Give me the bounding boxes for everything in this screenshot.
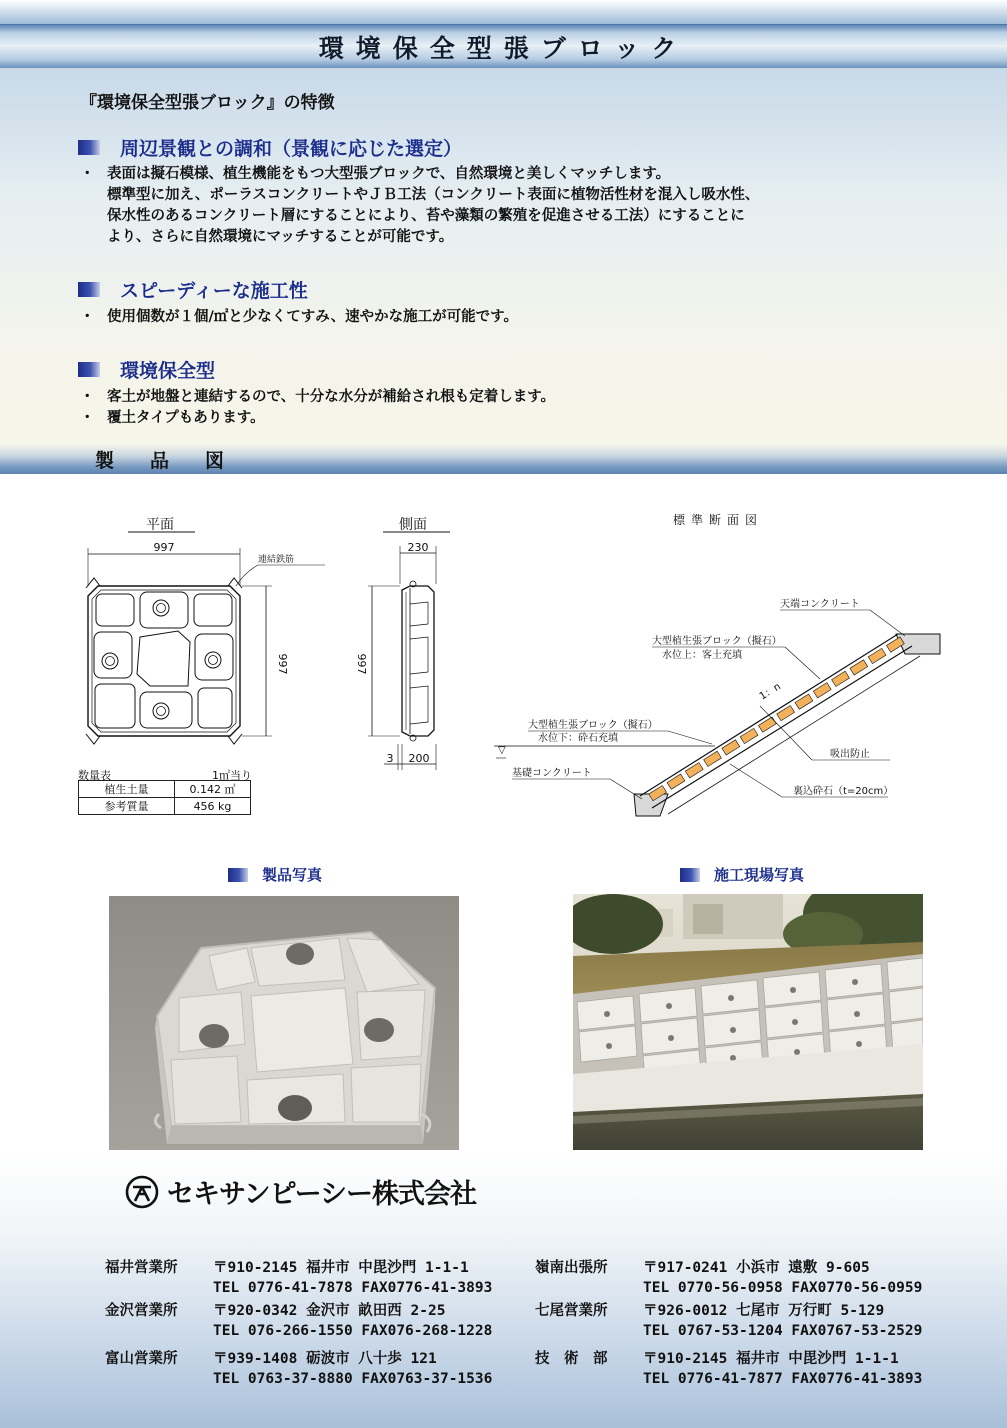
quantity-table xyxy=(78,780,251,815)
office-reinan xyxy=(535,1258,922,1298)
slope-block xyxy=(722,740,740,755)
section-label: 標準断面図 xyxy=(672,513,764,527)
company-logo-icon xyxy=(125,1175,159,1209)
section-speedy-heading xyxy=(78,276,308,303)
office-phone: TEL 0767-53-1204 FAX0767-53-2529 xyxy=(643,1323,923,1339)
rebar-label: 連結鉄筋 xyxy=(258,555,295,565)
office-name: 富山営業所 xyxy=(105,1351,178,1367)
slope-block xyxy=(667,774,685,789)
square-bullet-icon xyxy=(680,868,700,882)
square-bullet-icon xyxy=(78,362,100,377)
office-address: 〒917-0241 小浜市 遠敷 9-605 xyxy=(643,1260,870,1276)
office-name: 福井営業所 xyxy=(105,1260,178,1276)
plan-height-dim: 997 xyxy=(276,653,289,675)
office-address: 〒910-2145 福井市 中毘沙門 1-1-1 xyxy=(643,1351,899,1367)
table-row xyxy=(79,781,251,798)
side-height-dim: 997 xyxy=(355,653,368,675)
crest-concrete-label: 天端コンクリート xyxy=(780,599,860,610)
list-item xyxy=(80,164,759,185)
bullet-icon: ・ xyxy=(80,410,95,426)
slope-blocks xyxy=(649,637,905,801)
product-drawing-title: 製品図 xyxy=(95,450,261,472)
office-name: 金沢営業所 xyxy=(105,1303,178,1319)
office-toyama xyxy=(105,1349,492,1389)
side-label: 側面 xyxy=(399,517,427,533)
site-photo xyxy=(573,894,923,1156)
bullet-text: 使用個数が１個/㎡と少なくてすみ、速やかな施工が可能です。 xyxy=(107,309,519,325)
product-photo xyxy=(109,896,459,1156)
table-row xyxy=(79,798,251,815)
company-name: セキサンピーシー株式会社 xyxy=(167,1179,477,1210)
office-address: 〒920-0342 金沢市 畝田西 2-25 xyxy=(213,1303,446,1319)
slope-ratio: 1：n xyxy=(757,681,783,703)
bullet-text: より、さらに自然環境にマッチすることが可能です。 xyxy=(107,229,454,245)
lower-block-sub: 水位下：砕石充填 xyxy=(538,733,618,744)
water-level-icon: ▽ xyxy=(498,745,506,756)
site-photo-heading xyxy=(680,864,804,885)
bullet-icon: ・ xyxy=(80,309,95,325)
section-env-text xyxy=(80,387,555,429)
square-bullet-icon xyxy=(78,282,100,297)
office-phone: TEL 0776-41-7877 FAX0776-41-3893 xyxy=(643,1371,923,1387)
suction-prevention-label: 吸出防止 xyxy=(830,749,870,760)
side-top-dim: 230 xyxy=(407,541,429,554)
office-phone: TEL 0763-37-8880 FAX0763-37-1536 xyxy=(213,1371,493,1387)
page-title: 環境保全型張ブロック xyxy=(318,33,689,63)
title-bar xyxy=(0,24,1007,68)
section-title: 周辺景観との調和（景観に応じた選定） xyxy=(120,138,463,160)
section-title: スピーディーな施工性 xyxy=(120,280,308,302)
side-bottom-dim-b: 200 xyxy=(408,752,430,765)
upper-block-sub: 水位上：客土充填 xyxy=(662,650,742,661)
table-cell: 植生土量 xyxy=(79,781,175,798)
office-fukui xyxy=(105,1258,492,1298)
slope-block xyxy=(685,763,703,778)
lower-block-label: 大型植生張ブロック（擬石） xyxy=(528,720,658,731)
upper-block-label: 大型植生張ブロック（擬石） xyxy=(652,636,782,647)
office-address: 〒926-0012 七尾市 万行町 5-129 xyxy=(643,1303,885,1319)
bullet-text: 客土が地盤と連結するので、十分な水分が補給され根も定着します。 xyxy=(107,389,556,405)
square-bullet-icon xyxy=(228,868,248,882)
office-engineering xyxy=(535,1349,922,1389)
plan-label: 平面 xyxy=(146,517,174,533)
bullet-text: 保水性のあるコンクリート層にすることにより、苔や藻類の繁殖を促進させる工法）にすることに xyxy=(107,208,745,224)
product-photo-label: 製品写真 xyxy=(262,866,323,884)
office-nanao xyxy=(535,1301,922,1341)
section-speedy-text xyxy=(80,307,518,328)
office-name: 七尾営業所 xyxy=(535,1303,608,1319)
office-name: 技 術 部 xyxy=(535,1351,608,1367)
office-phone: TEL 0776-41-7878 FAX0776-41-3893 xyxy=(213,1280,493,1296)
bullet-text: 覆土タイプもあります。 xyxy=(107,410,265,426)
quantity-unit-note: 1㎡当り xyxy=(212,769,252,782)
table-cell: 参考質量 xyxy=(79,798,175,815)
section-env-heading xyxy=(78,356,215,383)
side-bottom-dim-a: 3 xyxy=(386,752,394,765)
office-address: 〒910-2145 福井市 中毘沙門 1-1-1 xyxy=(213,1260,469,1276)
foundation-label: 基礎コンクリート xyxy=(512,768,592,779)
bullet-text: 標準型に加え、ポーラスコンクリートやＪＢ工法（コンクリート表面に植物活性材を混入し吸水性、 xyxy=(107,187,760,203)
slope-block xyxy=(740,728,758,743)
office-phone: TEL 0770-56-0958 FAX0770-56-0959 xyxy=(643,1280,923,1296)
section-landscape-heading xyxy=(78,134,462,161)
slope-block xyxy=(704,751,722,766)
features-heading: 『環境保全型張ブロック』の特徴 xyxy=(80,93,335,113)
product-photo-heading xyxy=(228,864,322,885)
square-bullet-icon xyxy=(78,140,100,155)
backfill-label: 裏込砕石（t=20cm） xyxy=(793,786,894,797)
section-landscape-text xyxy=(80,164,759,248)
bullet-icon: ・ xyxy=(80,389,95,405)
office-address: 〒939-1408 砺波市 八十歩 121 xyxy=(213,1351,437,1367)
bullet-text: 表面は擬石模様、植生機能をもつ大型張ブロックで、自然環境と美しくマッチします。 xyxy=(107,166,671,182)
list-item xyxy=(80,408,555,429)
office-kanazawa xyxy=(105,1301,492,1341)
plan-width-dim: 997 xyxy=(153,541,175,554)
section-title: 環境保全型 xyxy=(120,360,216,382)
list-item xyxy=(80,387,555,408)
company-logo xyxy=(125,1172,476,1211)
office-name: 嶺南出張所 xyxy=(535,1260,608,1276)
bullet-icon: ・ xyxy=(80,166,95,182)
table-cell: 0.142 ㎥ xyxy=(175,781,251,798)
quantity-table-title: 数量表 xyxy=(78,769,111,782)
office-phone: TEL 076-266-1550 FAX076-268-1228 xyxy=(213,1323,493,1339)
list-item xyxy=(80,307,518,328)
table-cell: 456 kg xyxy=(175,798,251,815)
site-photo-label: 施工現場写真 xyxy=(714,866,805,884)
